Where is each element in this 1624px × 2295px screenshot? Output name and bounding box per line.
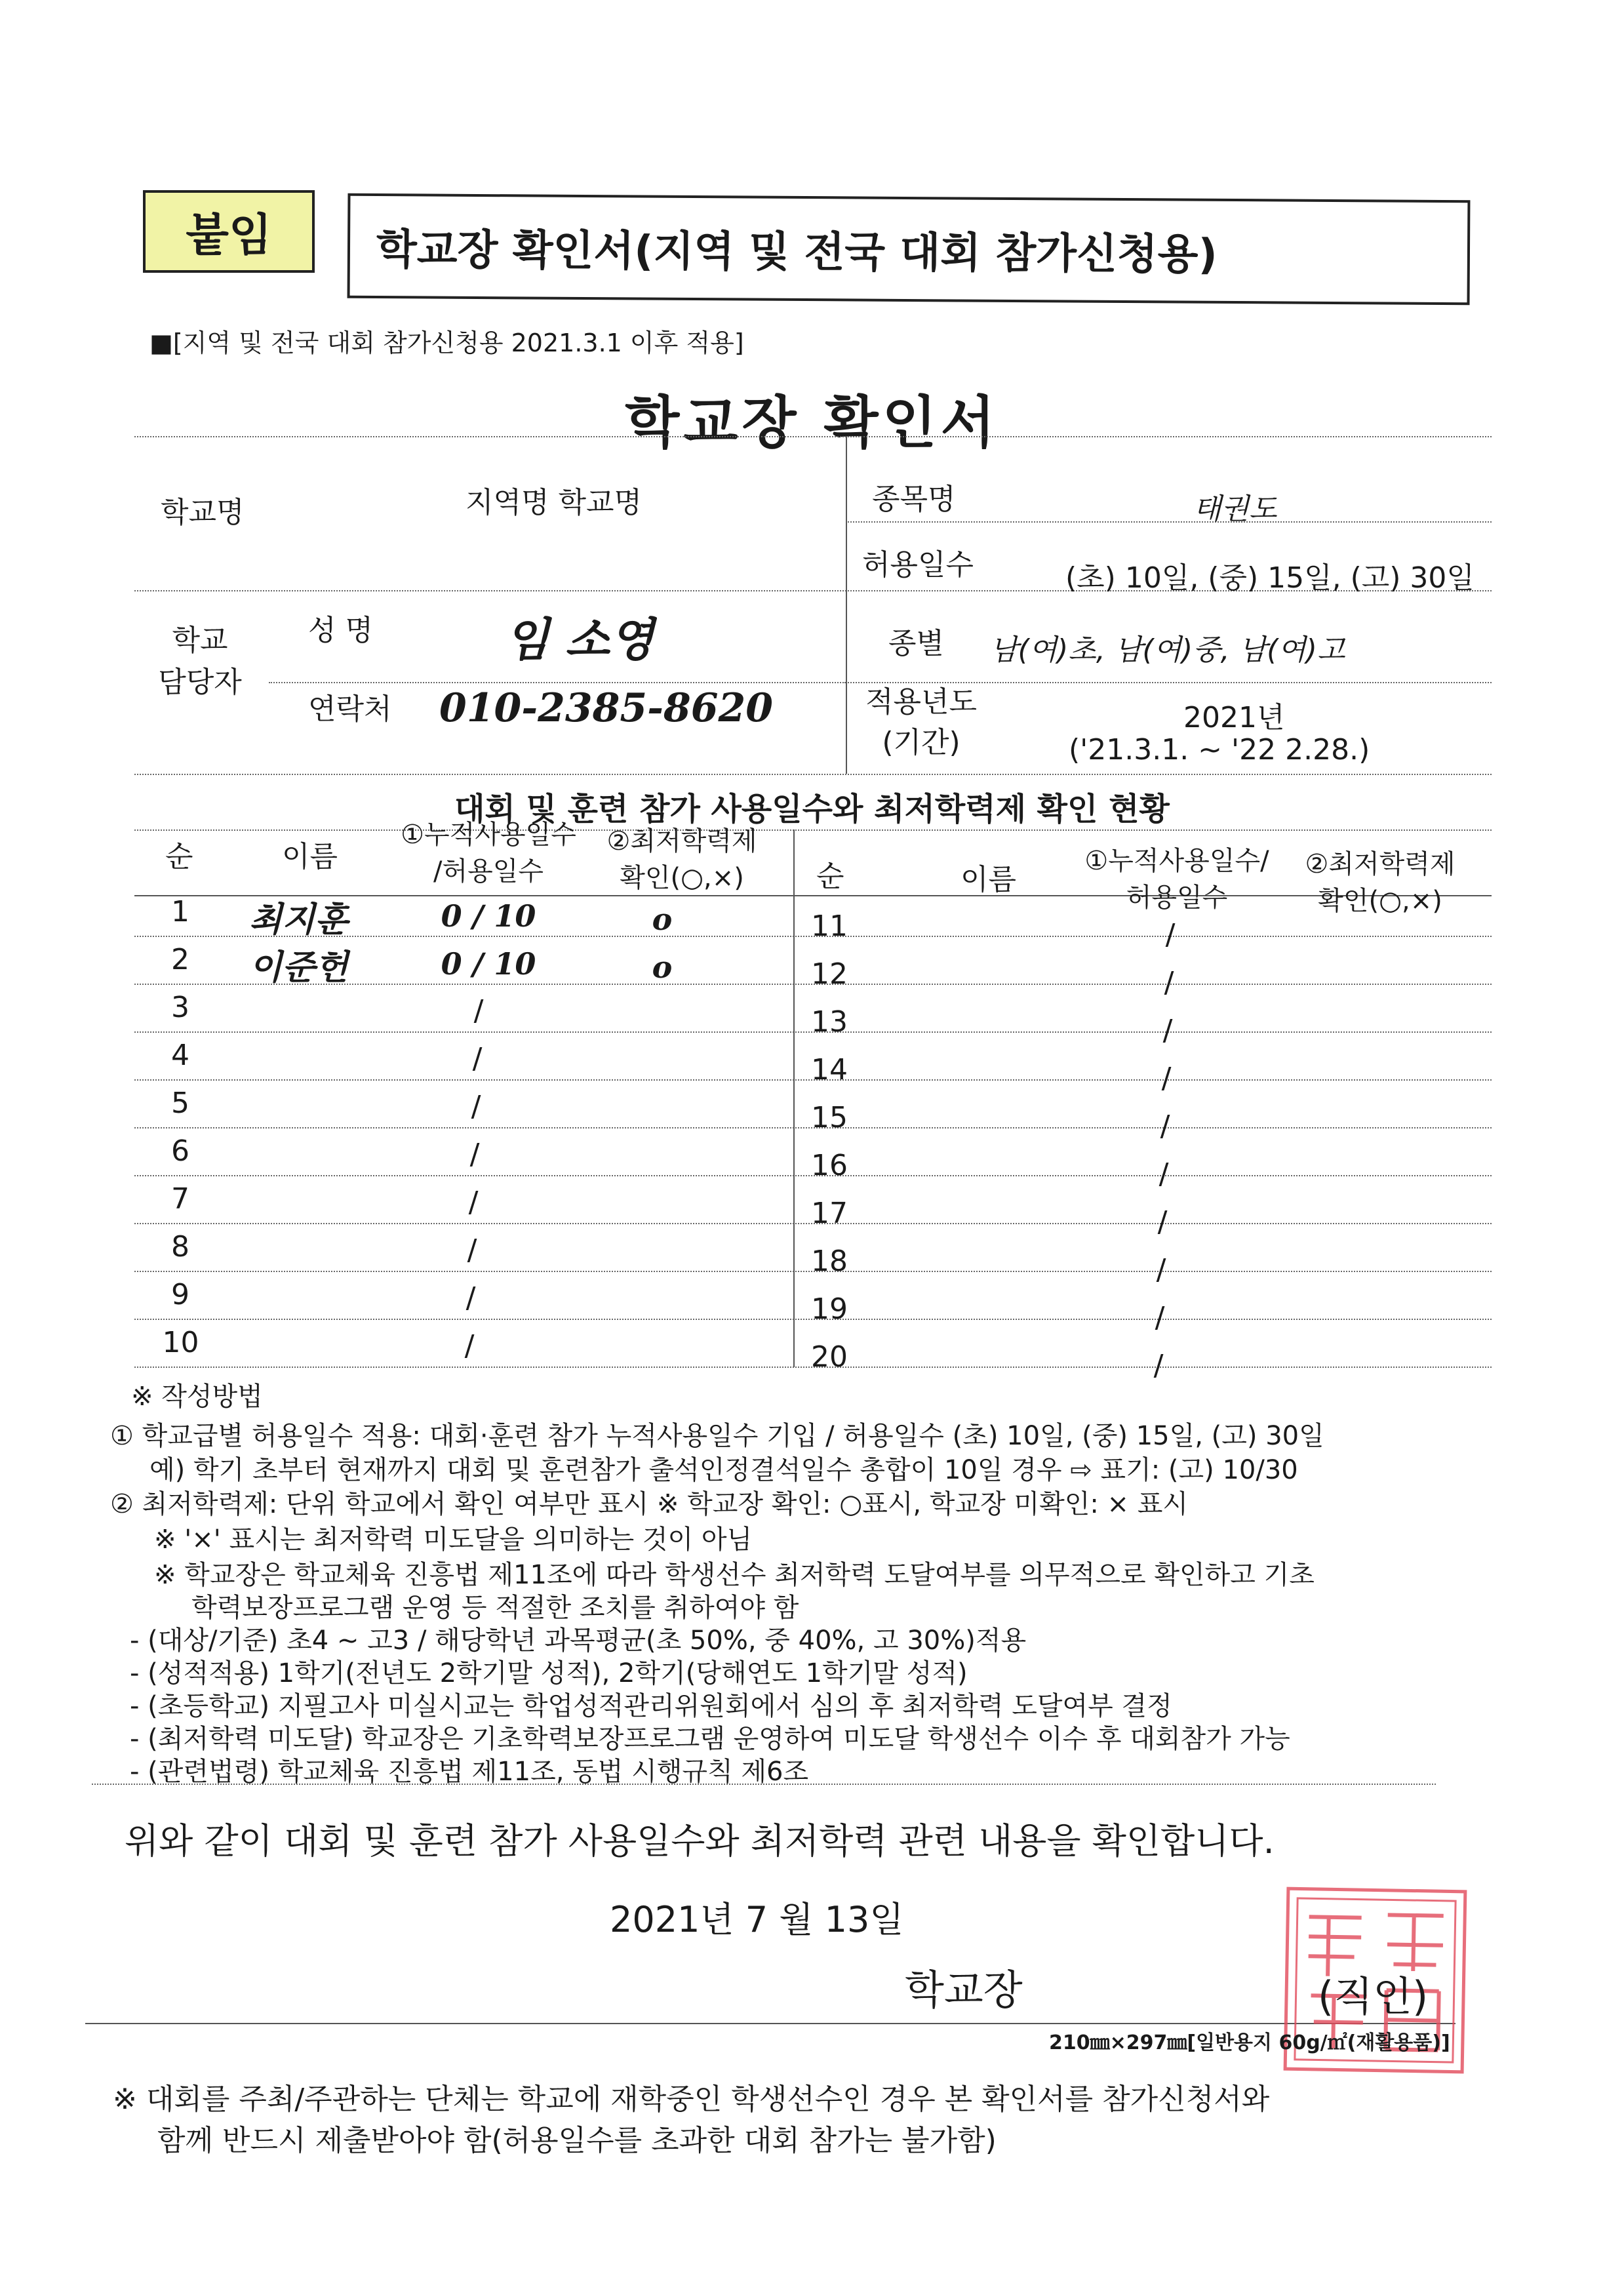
row-no: 3 [171,991,189,1024]
type-value: 남(여)초, 남(여)중, 남(여)고 [990,633,1345,667]
year-label: 적용년도 (기간) [865,685,977,759]
allowed-days-label: 허용일수 [862,548,974,582]
row-no: 16 [811,1149,848,1182]
paper-spec: 210㎜×297㎜[일반용지 60g/㎡(재활용품)] [1049,2031,1450,2054]
seal-label: (직인) [1318,1972,1429,2020]
row-no: 7 [171,1182,189,1216]
usage-top-line [134,829,1492,831]
form-subnote: ■[지역 및 전국 대회 참가신청용 2021.3.1 이후 적용] [149,329,744,357]
note-line: 예) 학기 초부터 현재까지 대회 및 훈련참가 출석인정결석일수 총합이 10일 경우 ⇨ 표기: (고) 10/30 [149,1455,1298,1485]
note-line: ① 학교급별 허용일수 적용: 대회·훈련 참가 누적사용일수 기입 / 허용일수 (초) 10일, (중) 15일, (고) 30일 [110,1421,1324,1451]
row-name-handwritten: 최지훈 [249,900,348,940]
period-value: ('21.3.1. ~ '22 2.28.) [1069,733,1370,767]
row-no: 6 [171,1134,189,1168]
note-line: - (초등학교) 지필고사 미실시교는 학업성적관리위원회에서 심의 후 최저학력 도달여부 결정 [130,1691,1172,1721]
section-title: 대회 및 훈련 참가 사용일수와 최저학력제 확인 현황 [454,791,1170,828]
name-label: 성 명 [308,614,373,647]
row-days-handwritten: 0 / 10 [441,946,536,982]
row-no: 10 [162,1326,199,1359]
notes-heading: ※ 작성방법 [131,1382,263,1412]
row-days: / [469,1138,480,1171]
row-days: / [468,1186,479,1219]
row-no: 20 [811,1340,848,1374]
row-no: 1 [171,895,189,928]
info-divider [846,436,847,774]
type-label: 종별 [888,627,945,660]
principal-label: 학교장 [905,1966,1023,2014]
info-top-line [134,436,1492,437]
note-line: ② 최저학력제: 단위 학교에서 확인 여부만 표시 ※ 학교장 확인: ○표시, 학교장 미확인: × 표시 [110,1489,1189,1519]
row-days: / [467,1233,477,1267]
sport-label: 종목명 [872,483,956,516]
row-days: / [1162,1014,1173,1047]
col-name-left: 이름 [282,840,338,873]
row-days: / [1153,1349,1164,1382]
row-days: / [1155,1301,1165,1334]
col-days-left: ①누적사용일수 /허용일수 [401,820,576,887]
row-days: / [471,1090,481,1123]
col-no-right: 순 [816,860,844,893]
confirmation-statement: 위와 같이 대회 및 훈련 참가 사용일수와 최저학력 관련 내용을 확인합니다. [125,1820,1275,1862]
row-days-handwritten: 0 / 10 [441,898,536,934]
row-no: 4 [171,1039,189,1072]
info-line-allowed [846,521,1492,523]
note-line: ※ '×' 표시는 최저학력 미도달을 의미하는 것이 아님 [154,1525,753,1555]
document-title: 학교장 확인서 [625,390,999,456]
row-no: 13 [811,1005,848,1039]
signature-line [85,2023,1456,2024]
row-days: / [473,994,484,1028]
info-line-name [269,682,846,683]
confirmation-date: 2021년 7 월 13일 [610,1899,904,1940]
manager-name-handwritten: 임 소영 [505,612,654,667]
row-no: 11 [811,909,848,943]
row-no: 9 [171,1278,189,1311]
usage-divider [793,829,795,1367]
row-no: 18 [811,1245,848,1278]
col-check-right: ②최저학력제 확인(○,×) [1305,849,1456,916]
note-line: - (최저학력 미도달) 학교장은 기초학력보장프로그램 운영하여 미도달 학생선수 이수 후 대회참가 가능 [130,1724,1290,1754]
row-no: 17 [811,1197,848,1230]
row-days: / [465,1281,476,1315]
row-days: / [1159,1157,1169,1191]
bottom-note-line: 함께 반드시 제출받아야 함(허용일수를 초과한 대회 참가는 불가함) [157,2124,997,2157]
row-days: / [464,1329,475,1363]
row-no: 5 [171,1087,189,1120]
row-no: 8 [171,1230,189,1264]
col-no-left: 순 [165,840,193,873]
school-label: 학교명 [161,496,245,529]
row-days: / [1165,918,1176,951]
col-check-left: ②최저학력제 확인(○,×) [606,826,757,893]
note-line: - (관련법령) 학교체육 진흥법 제11조, 동법 시행규칙 제6조 [130,1757,809,1787]
year-value: 2021년 [1183,701,1285,734]
row-no: 15 [811,1101,848,1134]
row-check-handwritten: o [652,949,673,985]
sport-value: 태권도 [1193,492,1277,526]
allowed-days-value: (초) 10일, (중) 15일, (고) 30일 [1065,561,1475,595]
school-value: 지역명 학교명 [465,486,643,519]
note-line: 학력보장프로그램 운영 등 적절한 조치를 취하여야 함 [191,1593,799,1623]
row-check-handwritten: o [652,902,673,937]
row-no: 12 [811,957,848,991]
info-bottom-line [134,774,1492,775]
note-line: - (대상/기준) 초4 ~ 고3 / 해당학년 과목평균(초 50%, 중 40%, 고 30%)적용 [130,1626,1027,1656]
contact-label: 연락처 [308,692,392,726]
notes-bottom-line [92,1784,1436,1785]
form-heading: 학교장 확인서(지역 및 전국 대회 참가신청용) [347,193,1471,305]
row-days: / [472,1042,483,1075]
row-days: / [1161,1062,1172,1095]
row-days: / [1157,1205,1168,1239]
col-name-right: 이름 [961,863,1017,896]
attachment-tag: 붙임 [143,190,315,273]
contact-value-handwritten: 010-2385-8620 [439,685,774,731]
note-line: - (성적적용) 1학기(전년도 2학기말 성적), 2학기(당해연도 1학기말 성적) [130,1658,968,1688]
col-days-right: ①누적사용일수/ 허용일수 [1084,846,1269,913]
row-days: / [1160,1109,1170,1143]
manager-label: 학교 담당자 [158,624,242,699]
row-days: / [1164,966,1174,999]
row-no: 14 [811,1053,848,1087]
note-line: ※ 학교장은 학교체육 진흥법 제11조에 따라 학생선수 최저학력 도달여부를 의무적으로 확인하고 기초 [154,1560,1315,1590]
row-name-handwritten: 이준헌 [249,948,348,988]
row-no: 2 [171,943,189,976]
bottom-note-line: ※ 대회를 주최/주관하는 단체는 학교에 재학중인 학생선수인 경우 본 확인서를 참가신청서와 [113,2083,1270,2116]
row-days: / [1156,1253,1166,1287]
row-no: 19 [811,1292,848,1326]
